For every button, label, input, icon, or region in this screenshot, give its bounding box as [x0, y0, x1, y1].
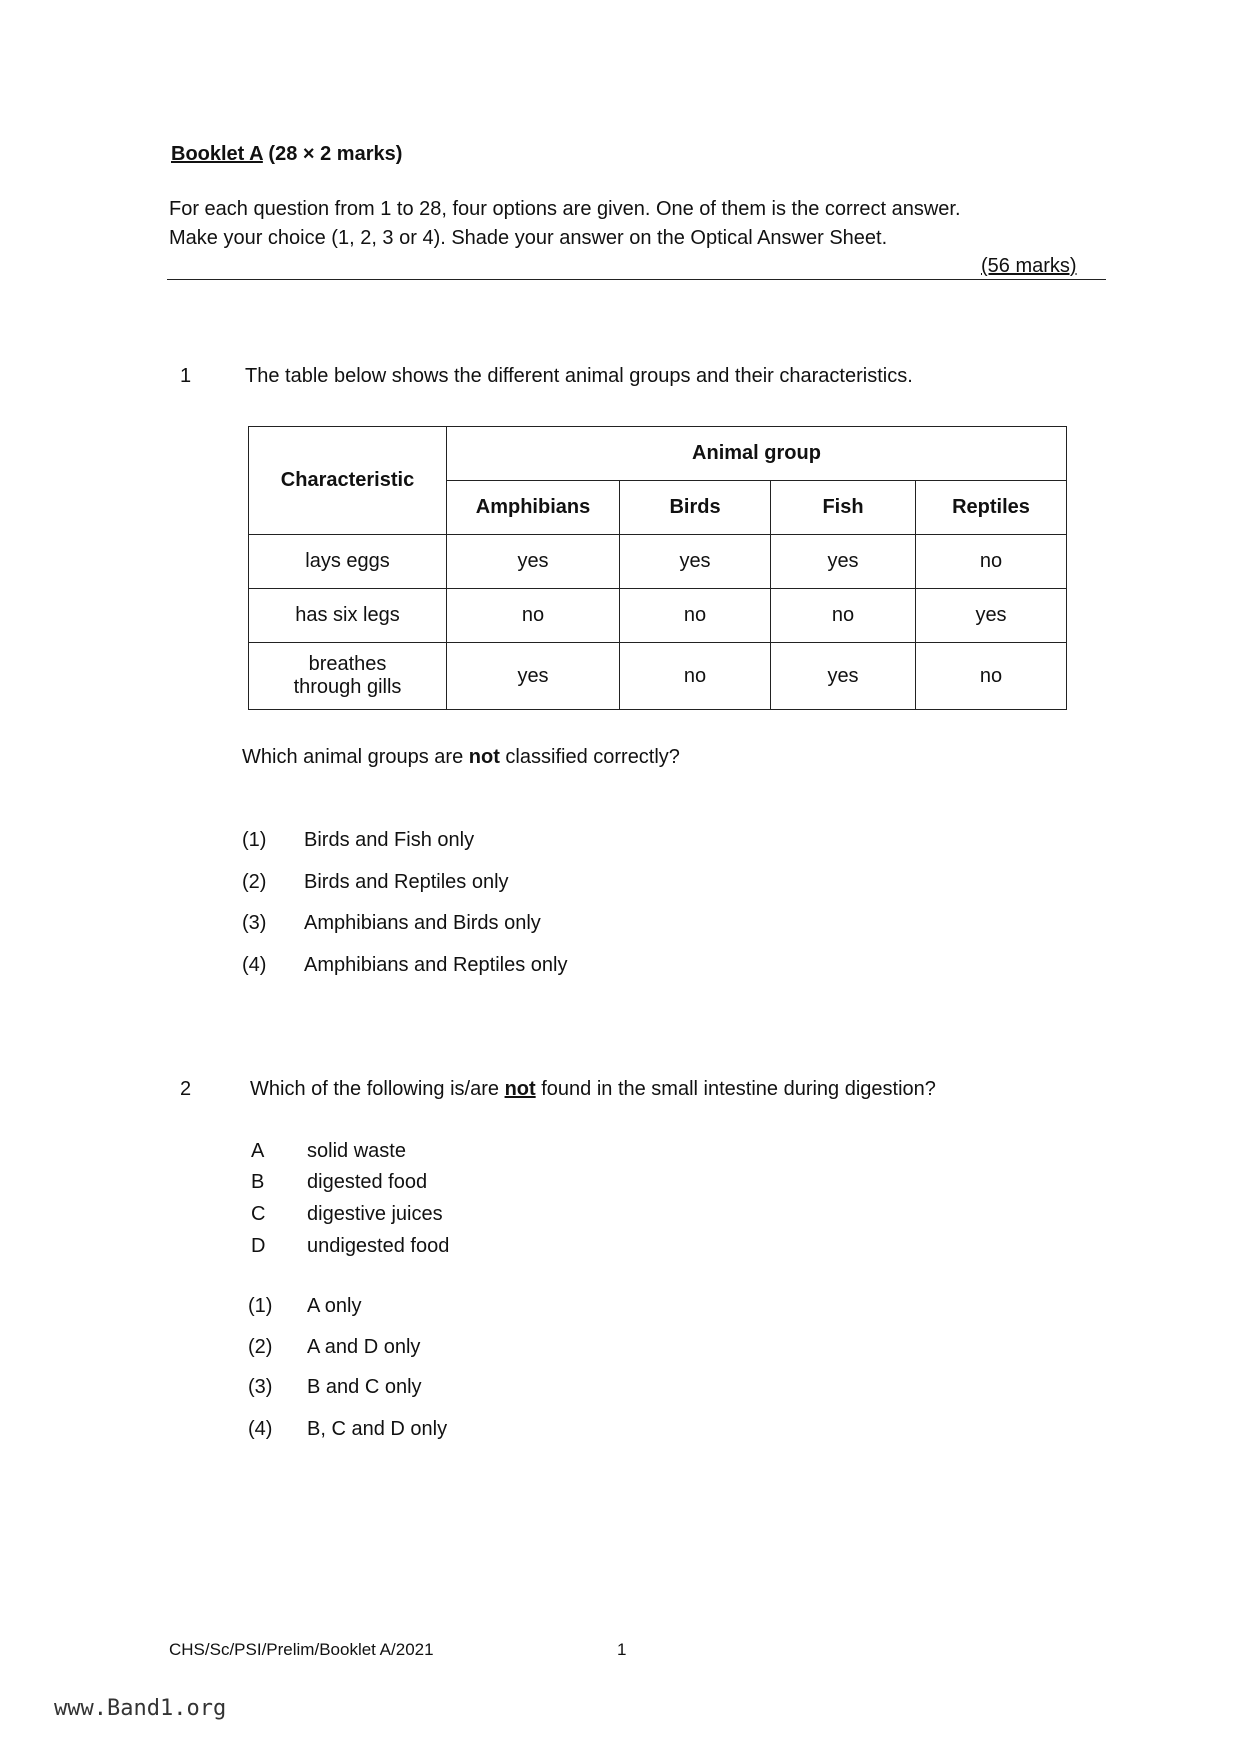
q2-stem — [250, 1079, 936, 1099]
q-emphasis: not — [504, 1078, 536, 1100]
item-text: digestive juices — [307, 1203, 443, 1225]
item-letter: C — [251, 1203, 266, 1225]
cell: no — [771, 589, 916, 643]
option-text: B and C only — [307, 1376, 422, 1398]
option-text: Amphibians and Birds only — [304, 912, 541, 934]
table-row — [249, 643, 1067, 710]
option-number: (2) — [242, 871, 267, 893]
option-text: B, C and D only — [307, 1418, 448, 1440]
col-amphibians: Amphibians — [447, 481, 620, 535]
cell: no — [620, 589, 771, 643]
item-text: undigested food — [307, 1235, 450, 1257]
item-letter: B — [251, 1171, 265, 1193]
option-number: (2) — [248, 1336, 273, 1358]
cell: no — [916, 535, 1067, 589]
q2-number: 2 — [180, 1078, 192, 1100]
cell: yes — [620, 535, 771, 589]
col-birds: Birds — [620, 481, 771, 535]
footer-code: CHS/Sc/PSI/Prelim/Booklet A/2021 — [169, 1640, 434, 1659]
item-letter: A — [251, 1140, 265, 1162]
option-text: Birds and Fish only — [304, 829, 475, 851]
row-label: has six legs — [249, 589, 447, 643]
option-number: (3) — [248, 1376, 273, 1398]
row-label: lays eggs — [249, 535, 447, 589]
group-header: Animal group — [447, 427, 1067, 481]
cell: yes — [771, 535, 916, 589]
row-label-line: breathes — [308, 653, 387, 675]
cell: no — [447, 589, 620, 643]
option-text: A only — [307, 1295, 362, 1317]
cell: yes — [916, 589, 1067, 643]
q1-question — [242, 747, 680, 767]
instruction-line-2: Make your choice (1, 2, 3 or 4). Shade your answer on the Optical Answer Sheet. — [169, 227, 888, 249]
instruction-line-1: For each question from 1 to 28, four options are given. One of them is the correct answer. — [169, 198, 961, 220]
booklet-title — [171, 144, 402, 164]
option-number: (4) — [242, 954, 267, 976]
q-text: Which animal groups are — [242, 746, 469, 768]
option-text: Birds and Reptiles only — [304, 871, 509, 893]
col-fish: Fish — [771, 481, 916, 535]
title-rest: (28 × 2 marks) — [262, 143, 403, 165]
table-row — [249, 535, 1067, 589]
option-number: (4) — [248, 1418, 273, 1440]
option-number: (1) — [248, 1295, 273, 1317]
divider — [167, 279, 1106, 280]
row-label-line: through gills — [293, 676, 402, 698]
q-text: classified correctly? — [499, 746, 680, 768]
cell: yes — [771, 643, 916, 710]
animal-groups-table — [248, 426, 1067, 710]
page-number: 1 — [617, 1640, 627, 1659]
q1-number: 1 — [180, 365, 192, 387]
total-marks: (56 marks) — [981, 255, 1077, 277]
cell: no — [620, 643, 771, 710]
corner-header: Characteristic — [249, 427, 447, 535]
row-label — [249, 643, 447, 710]
watermark: www.Band1.org — [54, 1696, 227, 1721]
option-number: (3) — [242, 912, 267, 934]
option-number: (1) — [242, 829, 267, 851]
q-text: Which of the following is/are — [250, 1078, 505, 1100]
table-row — [249, 589, 1067, 643]
q-emphasis: not — [468, 746, 500, 768]
q1-stem: The table below shows the different animal groups and their characteristics. — [245, 365, 913, 387]
col-reptiles: Reptiles — [916, 481, 1067, 535]
item-letter: D — [251, 1235, 266, 1257]
option-text: Amphibians and Reptiles only — [304, 954, 568, 976]
q-text: found in the small intestine during digestion? — [535, 1078, 936, 1100]
option-text: A and D only — [307, 1336, 421, 1358]
cell: yes — [447, 535, 620, 589]
item-text: digested food — [307, 1171, 428, 1193]
item-text: solid waste — [307, 1140, 406, 1162]
cell: yes — [447, 643, 620, 710]
cell: no — [916, 643, 1067, 710]
title-underlined: Booklet A — [171, 143, 263, 165]
